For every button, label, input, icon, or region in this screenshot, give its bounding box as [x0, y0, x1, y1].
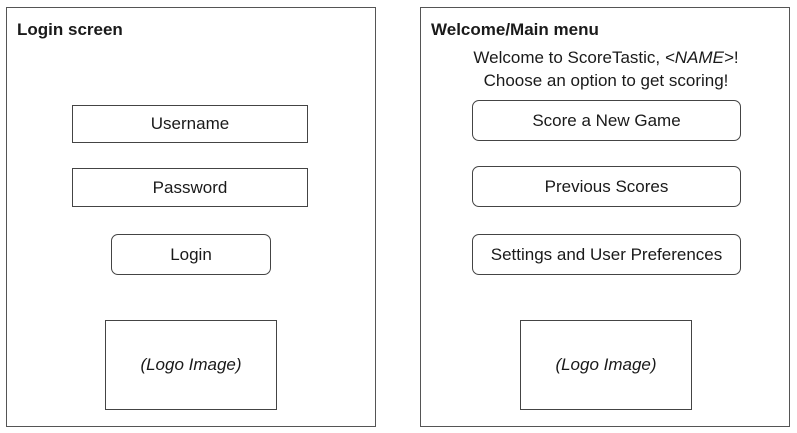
logo-image-placeholder: (Logo Image) — [105, 320, 277, 410]
main-menu-title: Welcome/Main menu — [431, 20, 599, 39]
username-field[interactable]: Username — [72, 105, 308, 143]
user-name-placeholder: <NAME> — [664, 48, 734, 67]
previous-scores-button[interactable]: Previous Scores — [472, 166, 741, 207]
welcome-instruction: Choose an option to get scoring! — [483, 71, 729, 90]
login-screen-title: Login screen — [17, 20, 123, 39]
password-field[interactable]: Password — [72, 168, 308, 207]
settings-preferences-button[interactable]: Settings and User Preferences — [472, 234, 741, 275]
logo-image-placeholder: (Logo Image) — [520, 320, 692, 410]
welcome-suffix: ! — [733, 48, 739, 67]
welcome-message — [421, 48, 791, 68]
welcome-prefix: Welcome to ScoreTastic, — [473, 48, 665, 67]
score-new-game-button[interactable]: Score a New Game — [472, 100, 741, 141]
login-screen-panel — [6, 7, 376, 427]
login-button[interactable]: Login — [111, 234, 271, 275]
main-menu-panel — [420, 7, 790, 427]
